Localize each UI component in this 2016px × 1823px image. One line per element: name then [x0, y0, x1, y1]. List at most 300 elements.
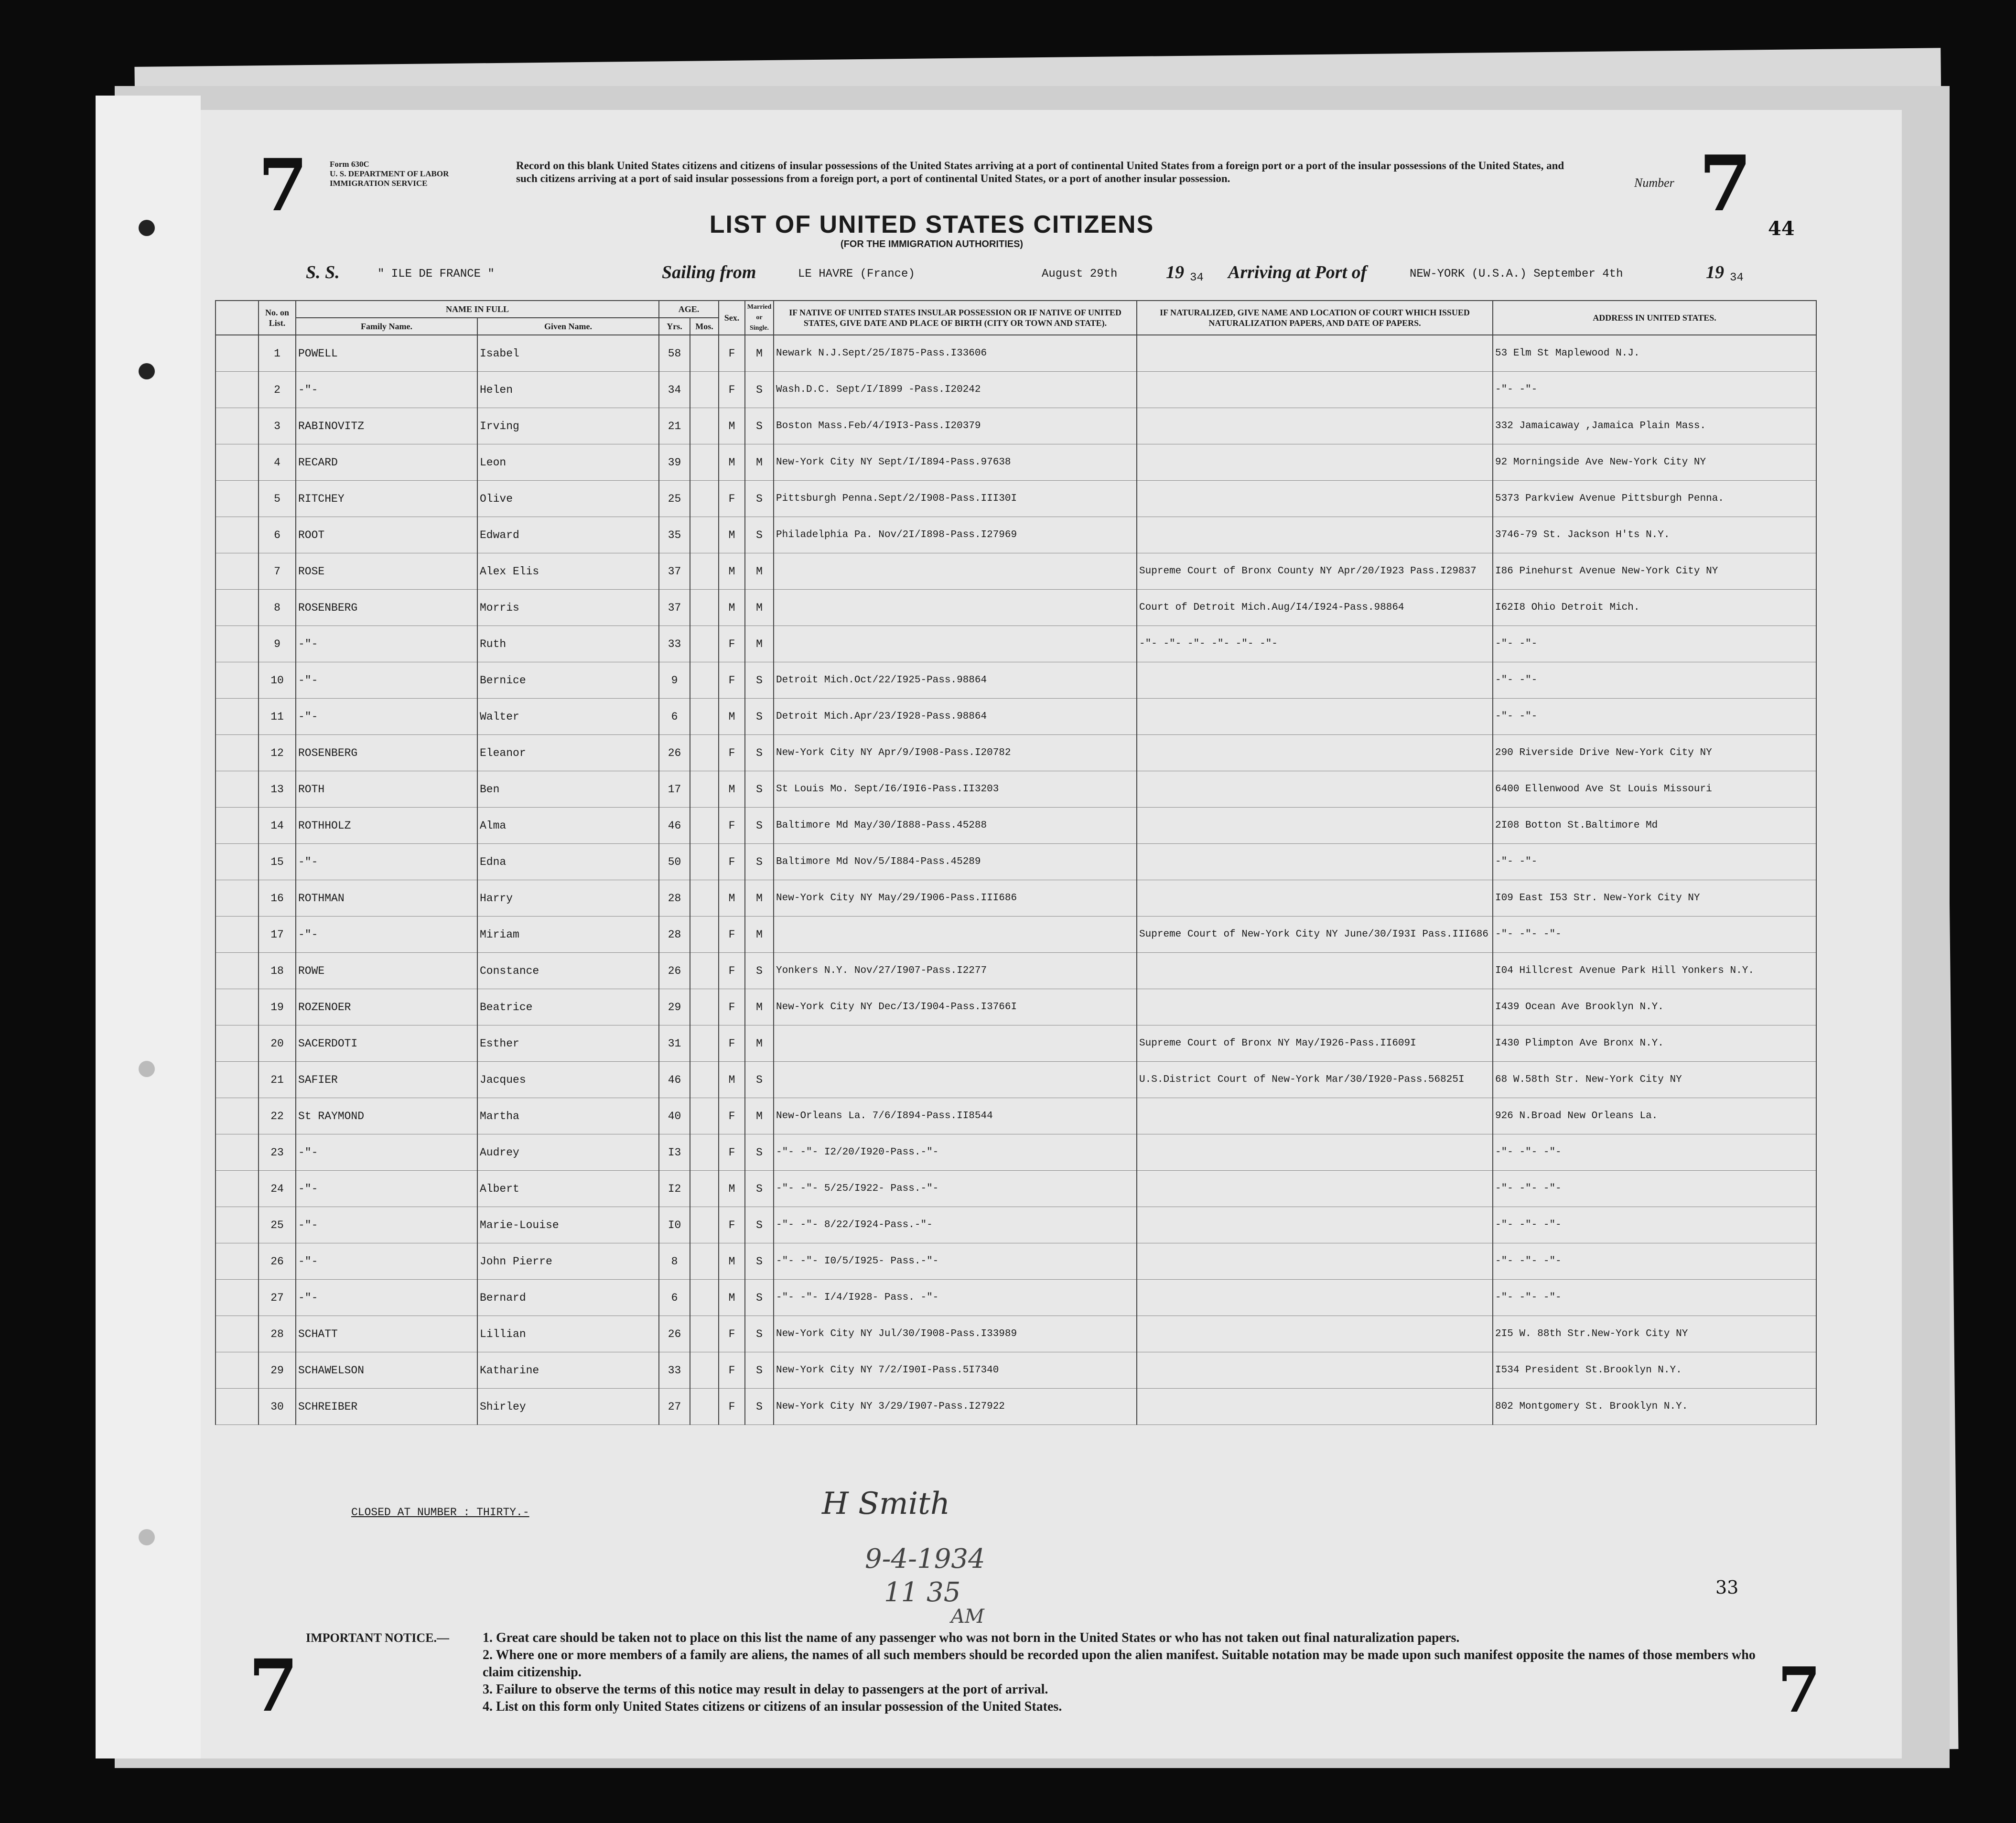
sex: F: [719, 662, 745, 699]
year-prefix: 19: [1166, 262, 1184, 282]
col-sex: Sex.: [719, 301, 745, 335]
family-name: -"-: [296, 1171, 477, 1207]
notice-item: 2. Where one or more members of a family are aliens, the names of all such members should be recorded upon the alien manifest. Suitable notation may be made upon such manifest opposite the names of those members who claim citizenship.: [483, 1648, 1756, 1680]
sex: F: [719, 1316, 745, 1352]
form-number: Form 630C: [330, 160, 369, 169]
row-number: 28: [259, 1316, 296, 1352]
naturalization-info: [1137, 372, 1493, 408]
service: IMMIGRATION SERVICE: [330, 179, 428, 188]
marital-status: S: [745, 408, 774, 444]
age-months: [690, 662, 719, 699]
row-number: 10: [259, 662, 296, 699]
given-name: Harry: [477, 880, 659, 917]
sex: F: [719, 953, 745, 989]
punch-hole: [139, 1061, 155, 1077]
table-row: [216, 335, 1816, 372]
age-years: 28: [659, 917, 690, 953]
ship-name: " ILE DE FRANCE ": [377, 268, 495, 280]
page-count-mark: 33: [1715, 1577, 1739, 1598]
sex: M: [719, 1171, 745, 1207]
row-number: 23: [259, 1134, 296, 1171]
row-number: 7: [259, 553, 296, 590]
ss-label: S. S.: [306, 262, 340, 282]
age-months: [690, 553, 719, 590]
address: -"- -"- -"-: [1493, 1171, 1816, 1207]
naturalization-info: [1137, 1316, 1493, 1352]
table-row: [216, 481, 1816, 517]
table-row: [216, 1352, 1816, 1389]
age-months: [690, 372, 719, 408]
arriving-year: 34: [1730, 271, 1744, 284]
age-years: I0: [659, 1207, 690, 1243]
sailing-date: August 29th: [1042, 268, 1118, 280]
table-row: [216, 808, 1816, 844]
marital-status: M: [745, 335, 774, 372]
age-years: I3: [659, 1134, 690, 1171]
birth-info: New-York City NY 7/2/I90I-Pass.5I7340: [774, 1352, 1137, 1389]
row-number: 16: [259, 880, 296, 917]
birth-info: New-York City NY May/29/I906-Pass.III686: [774, 880, 1137, 917]
birth-info: New-York City NY 3/29/I907-Pass.I27922: [774, 1389, 1137, 1425]
table-row: [216, 517, 1816, 553]
naturalization-info: [1137, 481, 1493, 517]
row-number: 27: [259, 1280, 296, 1316]
sex: F: [719, 917, 745, 953]
given-name: Leon: [477, 444, 659, 481]
family-name: ROZENOER: [296, 989, 477, 1025]
given-name: Irving: [477, 408, 659, 444]
birth-info: New-York City NY Apr/9/I908-Pass.I20782: [774, 735, 1137, 771]
number-label: Number: [1634, 176, 1674, 190]
given-name: Eleanor: [477, 735, 659, 771]
arriving-label: Arriving at Port of: [1228, 262, 1367, 282]
given-name: Constance: [477, 953, 659, 989]
table-row: [216, 372, 1816, 408]
row-number: 17: [259, 917, 296, 953]
table-row: [216, 989, 1816, 1025]
family-name: SCHATT: [296, 1316, 477, 1352]
given-name: Walter: [477, 699, 659, 735]
given-name: Bernard: [477, 1280, 659, 1316]
address: 802 Montgomery St. Brooklyn N.Y.: [1493, 1389, 1816, 1425]
margin: [216, 699, 259, 735]
address: I09 East I53 Str. New-York City NY: [1493, 880, 1816, 917]
family-name: -"-: [296, 1280, 477, 1316]
address: 6400 Ellenwood Ave St Louis Missouri: [1493, 771, 1816, 808]
marital-status: S: [745, 1207, 774, 1243]
margin: [216, 372, 259, 408]
naturalization-info: [1137, 335, 1493, 372]
punch-hole: [139, 1529, 155, 1545]
row-number: 21: [259, 1062, 296, 1098]
table-row: [216, 553, 1816, 590]
margin: [216, 1098, 259, 1134]
arrival-time-stamp: 11 35: [884, 1577, 961, 1608]
naturalization-info: Supreme Court of New-York City NY June/30/I93I Pass.III686: [1137, 917, 1493, 953]
address: -"- -"-: [1493, 626, 1816, 662]
big-number-bottom-right: 7: [1778, 1653, 1821, 1726]
sex: M: [719, 590, 745, 626]
birth-info: [774, 626, 1137, 662]
sex: F: [719, 335, 745, 372]
margin: [216, 1352, 259, 1389]
sailing-label: Sailing from: [662, 262, 756, 282]
row-number: 15: [259, 844, 296, 880]
row-number: 12: [259, 735, 296, 771]
sailing-from: LE HAVRE (France): [798, 268, 915, 280]
age-years: 29: [659, 989, 690, 1025]
age-years: 8: [659, 1243, 690, 1280]
age-months: [690, 1207, 719, 1243]
naturalization-info: [1137, 662, 1493, 699]
table-row: [216, 1316, 1816, 1352]
margin: [216, 481, 259, 517]
birth-info: New-Orleans La. 7/6/I894-Pass.II8544: [774, 1098, 1137, 1134]
address: 926 N.Broad New Orleans La.: [1493, 1098, 1816, 1134]
address: 2I08 Botton St.Baltimore Md: [1493, 808, 1816, 844]
row-number: 13: [259, 771, 296, 808]
table-row: [216, 1389, 1816, 1425]
given-name: Ruth: [477, 626, 659, 662]
marital-status: S: [745, 1352, 774, 1389]
row-number: 4: [259, 444, 296, 481]
table-row: [216, 699, 1816, 735]
family-name: SAFIER: [296, 1062, 477, 1098]
birth-info: New-York City NY Sept/I/I894-Pass.97638: [774, 444, 1137, 481]
naturalization-info: Supreme Court of Bronx County NY Apr/20/I923 Pass.I29837: [1137, 553, 1493, 590]
page-subtitle: (FOR THE IMMIGRATION AUTHORITIES): [840, 239, 1024, 249]
row-number: 30: [259, 1389, 296, 1425]
birth-info: -"- -"- 5/25/I922- Pass.-"-: [774, 1171, 1137, 1207]
birth-info: [774, 917, 1137, 953]
margin: [216, 808, 259, 844]
age-months: [690, 1280, 719, 1316]
marital-status: S: [745, 771, 774, 808]
address: I439 Ocean Ave Brooklyn N.Y.: [1493, 989, 1816, 1025]
marital-status: S: [745, 1389, 774, 1425]
given-name: Alma: [477, 808, 659, 844]
col-name-in-full: NAME IN FULL: [296, 301, 659, 318]
row-number: 1: [259, 335, 296, 372]
naturalization-info: [1137, 1389, 1493, 1425]
age-months: [690, 1171, 719, 1207]
age-years: 50: [659, 844, 690, 880]
family-name: SCHAWELSON: [296, 1352, 477, 1389]
naturalization-info: [1137, 1280, 1493, 1316]
marital-status: S: [745, 1171, 774, 1207]
family-name: RABINOVITZ: [296, 408, 477, 444]
naturalization-info: [1137, 1352, 1493, 1389]
age-years: 26: [659, 953, 690, 989]
naturalization-info: Court of Detroit Mich.Aug/I4/I924-Pass.98864: [1137, 590, 1493, 626]
birth-info: New-York City NY Dec/I3/I904-Pass.I3766I: [774, 989, 1137, 1025]
sailing-year: 34: [1190, 271, 1204, 284]
marital-status: M: [745, 444, 774, 481]
given-name: Edward: [477, 517, 659, 553]
row-number: 14: [259, 808, 296, 844]
sex: M: [719, 444, 745, 481]
age-months: [690, 1316, 719, 1352]
naturalization-info: [1137, 444, 1493, 481]
given-name: Beatrice: [477, 989, 659, 1025]
age-years: 33: [659, 626, 690, 662]
address: 5373 Parkview Avenue Pittsburgh Penna.: [1493, 481, 1816, 517]
age-years: 26: [659, 1316, 690, 1352]
row-number: 3: [259, 408, 296, 444]
row-number: 18: [259, 953, 296, 989]
naturalization-info: [1137, 844, 1493, 880]
address: -"- -"- -"-: [1493, 917, 1816, 953]
marital-status: S: [745, 372, 774, 408]
col-no: No. on List.: [259, 301, 296, 335]
birth-info: [774, 1025, 1137, 1062]
table-row: [216, 953, 1816, 989]
sex: M: [719, 408, 745, 444]
family-name: SACERDOTI: [296, 1025, 477, 1062]
age-years: 35: [659, 517, 690, 553]
table-row: [216, 1062, 1816, 1098]
given-name: Miriam: [477, 917, 659, 953]
margin: [216, 1389, 259, 1425]
marital-status: S: [745, 808, 774, 844]
margin: [216, 844, 259, 880]
sex: F: [719, 1134, 745, 1171]
row-number: 29: [259, 1352, 296, 1389]
age-years: 31: [659, 1025, 690, 1062]
age-years: 26: [659, 735, 690, 771]
sex: M: [719, 699, 745, 735]
birth-info: Philadelphia Pa. Nov/2I/I898-Pass.I27969: [774, 517, 1137, 553]
age-years: 37: [659, 553, 690, 590]
address: 53 Elm St Maplewood N.J.: [1493, 335, 1816, 372]
marital-status: M: [745, 1098, 774, 1134]
family-name: RITCHEY: [296, 481, 477, 517]
sex: F: [719, 735, 745, 771]
sex: F: [719, 1352, 745, 1389]
margin: [216, 590, 259, 626]
table-row: [216, 590, 1816, 626]
given-name: Edna: [477, 844, 659, 880]
margin: [216, 1316, 259, 1352]
row-number: 11: [259, 699, 296, 735]
arrival-date-stamp: 9-4-1934: [865, 1543, 985, 1575]
family-name: ROTHHOLZ: [296, 808, 477, 844]
marital-status: S: [745, 481, 774, 517]
margin-col: [216, 301, 259, 335]
age-months: [690, 1389, 719, 1425]
margin: [216, 408, 259, 444]
family-name: POWELL: [296, 335, 477, 372]
year-prefix: 19: [1706, 262, 1724, 282]
age-years: 25: [659, 481, 690, 517]
margin: [216, 953, 259, 989]
punch-hole: [139, 220, 155, 236]
marital-status: M: [745, 917, 774, 953]
col-married: Married or Single.: [745, 301, 774, 335]
corner-number: 44: [1768, 217, 1795, 240]
age-months: [690, 517, 719, 553]
address: 2I5 W. 88th Str.New-York City NY: [1493, 1316, 1816, 1352]
table-row: [216, 1207, 1816, 1243]
family-name: ROTH: [296, 771, 477, 808]
age-years: 46: [659, 808, 690, 844]
big-number-bottom-left: 7: [248, 1644, 299, 1728]
family-name: ROTHMAN: [296, 880, 477, 917]
sex: M: [719, 553, 745, 590]
margin: [216, 662, 259, 699]
margin: [216, 989, 259, 1025]
age-years: 6: [659, 1280, 690, 1316]
address: I04 Hillcrest Avenue Park Hill Yonkers N.Y.: [1493, 953, 1816, 989]
age-months: [690, 844, 719, 880]
margin: [216, 1207, 259, 1243]
age-months: [690, 699, 719, 735]
sex: M: [719, 1280, 745, 1316]
given-name: Ben: [477, 771, 659, 808]
naturalization-info: [1137, 1134, 1493, 1171]
margin: [216, 1025, 259, 1062]
row-number: 19: [259, 989, 296, 1025]
margin: [216, 1243, 259, 1280]
notice-item: 3. Failure to observe the terms of this notice may result in delay to passengers at the port of arrival.: [483, 1682, 1048, 1697]
birth-info: Detroit Mich.Apr/23/I928-Pass.98864: [774, 699, 1137, 735]
table-row: [216, 626, 1816, 662]
sex: M: [719, 1243, 745, 1280]
given-name: Isabel: [477, 335, 659, 372]
department: U. S. DEPARTMENT OF LABOR: [330, 169, 449, 178]
given-name: Helen: [477, 372, 659, 408]
table-row: [216, 1025, 1816, 1062]
family-name: ROWE: [296, 953, 477, 989]
birth-info: Detroit Mich.Oct/22/I925-Pass.98864: [774, 662, 1137, 699]
sex: F: [719, 1207, 745, 1243]
sex: F: [719, 481, 745, 517]
address: I430 Plimpton Ave Bronx N.Y.: [1493, 1025, 1816, 1062]
row-number: 20: [259, 1025, 296, 1062]
margin: [216, 1171, 259, 1207]
sex: F: [719, 626, 745, 662]
age-months: [690, 989, 719, 1025]
row-number: 25: [259, 1207, 296, 1243]
col-age: AGE.: [659, 301, 719, 318]
marital-status: S: [745, 662, 774, 699]
age-years: 34: [659, 372, 690, 408]
naturalization-info: [1137, 808, 1493, 844]
age-months: [690, 335, 719, 372]
notice-item: 4. List on this form only United States citizens or citizens of an insular possession of the United States.: [483, 1699, 1062, 1714]
naturalization-info: [1137, 989, 1493, 1025]
table-row: [216, 880, 1816, 917]
margin: [216, 1134, 259, 1171]
address: 3746-79 St. Jackson H'ts N.Y.: [1493, 517, 1816, 553]
naturalization-info: [1137, 771, 1493, 808]
birth-info: -"- -"- I0/5/I925- Pass.-"-: [774, 1243, 1137, 1280]
naturalization-info: [1137, 1171, 1493, 1207]
family-name: -"-: [296, 1243, 477, 1280]
sex: M: [719, 771, 745, 808]
punch-hole: [139, 363, 155, 379]
family-name: ROOT: [296, 517, 477, 553]
row-number: 26: [259, 1243, 296, 1280]
birth-info: -"- -"- I/4/I928- Pass. -"-: [774, 1280, 1137, 1316]
table-row: [216, 1098, 1816, 1134]
margin: [216, 626, 259, 662]
address: 290 Riverside Drive New-York City NY: [1493, 735, 1816, 771]
birth-info: [774, 553, 1137, 590]
age-years: 28: [659, 880, 690, 917]
sex: F: [719, 989, 745, 1025]
age-months: [690, 1134, 719, 1171]
birth-info: Yonkers N.Y. Nov/27/I907-Pass.I2277: [774, 953, 1137, 989]
age-years: 39: [659, 444, 690, 481]
sex: F: [719, 1025, 745, 1062]
table-row: [216, 917, 1816, 953]
family-name: -"-: [296, 1207, 477, 1243]
binding-strip: [96, 96, 201, 1758]
family-name: -"-: [296, 662, 477, 699]
naturalization-info: [1137, 517, 1493, 553]
age-months: [690, 1352, 719, 1389]
table-row: [216, 735, 1816, 771]
birth-info: Baltimore Md Nov/5/I884-Pass.45289: [774, 844, 1137, 880]
table-row: [216, 1280, 1816, 1316]
family-name: St RAYMOND: [296, 1098, 477, 1134]
naturalization-info: [1137, 408, 1493, 444]
marital-status: S: [745, 844, 774, 880]
given-name: Esther: [477, 1025, 659, 1062]
sex: F: [719, 1098, 745, 1134]
naturalization-info: [1137, 1243, 1493, 1280]
naturalization-info: [1137, 880, 1493, 917]
marital-status: S: [745, 1280, 774, 1316]
birth-info: -"- -"- I2/20/I920-Pass.-"-: [774, 1134, 1137, 1171]
age-months: [690, 590, 719, 626]
family-name: -"-: [296, 844, 477, 880]
notice-item: 1. Great care should be taken not to place on this list the name of any passenger who was not born in the United States or who has not taken out final naturalization papers.: [483, 1630, 1460, 1645]
col-address: ADDRESS IN UNITED STATES.: [1493, 301, 1816, 335]
given-name: Alex Elis: [477, 553, 659, 590]
given-name: Katharine: [477, 1352, 659, 1389]
age-months: [690, 1098, 719, 1134]
family-name: ROSENBERG: [296, 735, 477, 771]
address: 68 W.58th Str. New-York City NY: [1493, 1062, 1816, 1098]
table-row: [216, 1171, 1816, 1207]
row-number: 8: [259, 590, 296, 626]
row-number: 22: [259, 1098, 296, 1134]
row-number: 9: [259, 626, 296, 662]
birth-info: -"- -"- 8/22/I924-Pass.-"-: [774, 1207, 1137, 1243]
big-number-left: 7: [258, 143, 308, 227]
col-yrs: Yrs.: [659, 318, 690, 335]
family-name: -"-: [296, 372, 477, 408]
address: 92 Morningside Ave New-York City NY: [1493, 444, 1816, 481]
marital-status: M: [745, 880, 774, 917]
age-years: 9: [659, 662, 690, 699]
arriving-port: NEW-YORK (U.S.A.) September 4th: [1410, 268, 1623, 280]
naturalization-info: U.S.District Court of New-York Mar/30/I920-Pass.56825I: [1137, 1062, 1493, 1098]
margin: [216, 553, 259, 590]
age-years: 40: [659, 1098, 690, 1134]
marital-status: M: [745, 1025, 774, 1062]
table-row: [216, 1134, 1816, 1171]
col-mos: Mos.: [690, 318, 719, 335]
age-months: [690, 1062, 719, 1098]
given-name: Audrey: [477, 1134, 659, 1171]
table-row: [216, 444, 1816, 481]
margin: [216, 917, 259, 953]
address: -"- -"-: [1493, 699, 1816, 735]
marital-status: M: [745, 989, 774, 1025]
